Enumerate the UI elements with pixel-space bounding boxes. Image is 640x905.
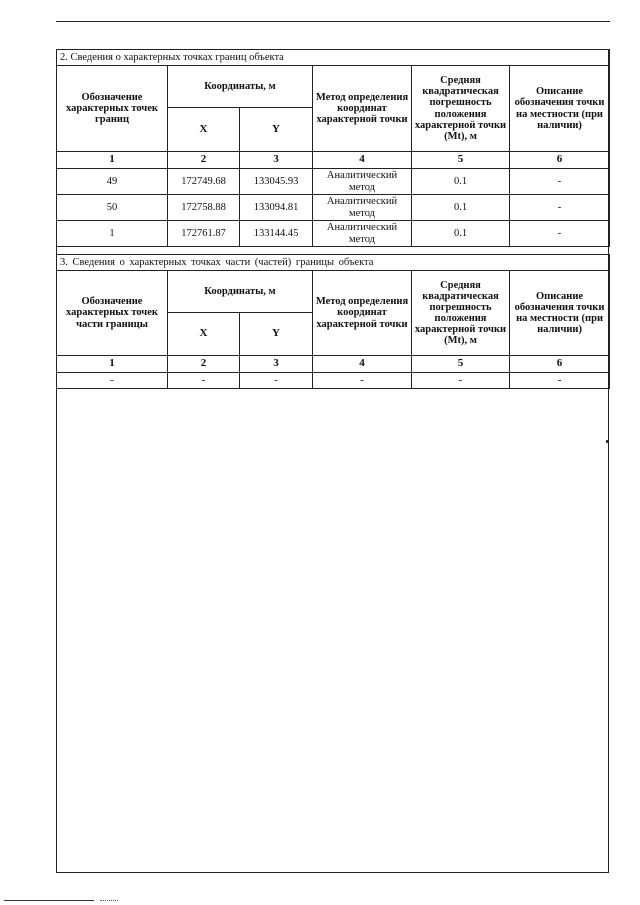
description-cell: - xyxy=(510,373,610,389)
coord-x: 172761.87 xyxy=(168,221,240,247)
column-number: 2 xyxy=(168,356,240,373)
header-description: Описание обозначения точки на местности (при наличии) xyxy=(510,66,610,152)
header-method: Метод определения координат характерной точки xyxy=(313,271,412,356)
point-id: 49 xyxy=(57,169,168,195)
column-number: 4 xyxy=(313,356,412,373)
header-error: Средняя квадратическая погрешность положения характерной точки (Mt), м xyxy=(412,271,510,356)
column-number: 1 xyxy=(57,356,168,373)
section3-title: 3. Сведения о характерных точках части (частей) границы объекта xyxy=(57,255,610,271)
method-cell: Аналитический метод xyxy=(313,195,412,221)
column-number: 3 xyxy=(240,356,313,373)
section2-title: 2. Сведения о характерных точках границ объекта xyxy=(57,50,610,66)
document-frame xyxy=(56,49,609,873)
column-number: 6 xyxy=(510,356,610,373)
point-id: 50 xyxy=(57,195,168,221)
column-number: 3 xyxy=(240,152,313,169)
table-row xyxy=(57,195,610,221)
header-x: X xyxy=(168,108,240,152)
footer-rule xyxy=(4,900,94,901)
error-cell: 0.1 xyxy=(412,195,510,221)
error-cell: - xyxy=(412,373,510,389)
coord-y: 133045.93 xyxy=(240,169,313,195)
header-y: Y xyxy=(240,313,313,356)
column-number: 1 xyxy=(57,152,168,169)
header-error: Средняя квадратическая погрешность положения характерной точки (Mt), м xyxy=(412,66,510,152)
method-cell: Аналитический метод xyxy=(313,169,412,195)
boundary-points-table xyxy=(56,49,610,247)
scan-mark xyxy=(606,440,608,443)
header-designation: Обозначение характерных точек части границы xyxy=(57,271,168,356)
column-number: 2 xyxy=(168,152,240,169)
coord-y: - xyxy=(240,373,313,389)
coord-y: 133094.81 xyxy=(240,195,313,221)
footer-dots xyxy=(100,900,118,901)
header-y: Y xyxy=(240,108,313,152)
description-cell: - xyxy=(510,221,610,247)
method-cell: - xyxy=(313,373,412,389)
table-row xyxy=(57,221,610,247)
header-designation: Обозначение характерных точек границ xyxy=(57,66,168,152)
error-cell: 0.1 xyxy=(412,221,510,247)
coord-x: 172758.88 xyxy=(168,195,240,221)
description-cell: - xyxy=(510,195,610,221)
top-rule xyxy=(56,21,610,22)
coord-x: 172749.68 xyxy=(168,169,240,195)
table-row xyxy=(57,169,610,195)
column-number: 5 xyxy=(412,152,510,169)
column-number: 6 xyxy=(510,152,610,169)
coord-y: 133144.45 xyxy=(240,221,313,247)
column-numbers-row xyxy=(57,152,610,169)
method-cell: Аналитический метод xyxy=(313,221,412,247)
error-cell: 0.1 xyxy=(412,169,510,195)
header-x: X xyxy=(168,313,240,356)
table-row xyxy=(57,373,610,389)
column-number: 5 xyxy=(412,356,510,373)
point-id: - xyxy=(57,373,168,389)
header-coordinates: Координаты, м xyxy=(168,271,313,313)
coord-x: - xyxy=(168,373,240,389)
header-coordinates: Координаты, м xyxy=(168,66,313,108)
column-number: 4 xyxy=(313,152,412,169)
point-id: 1 xyxy=(57,221,168,247)
column-numbers-row xyxy=(57,356,610,373)
description-cell: - xyxy=(510,169,610,195)
header-description: Описание обозначения точки на местности (при наличии) xyxy=(510,271,610,356)
header-method: Метод определения координат характерной точки xyxy=(313,66,412,152)
boundary-part-points-table xyxy=(56,254,610,389)
